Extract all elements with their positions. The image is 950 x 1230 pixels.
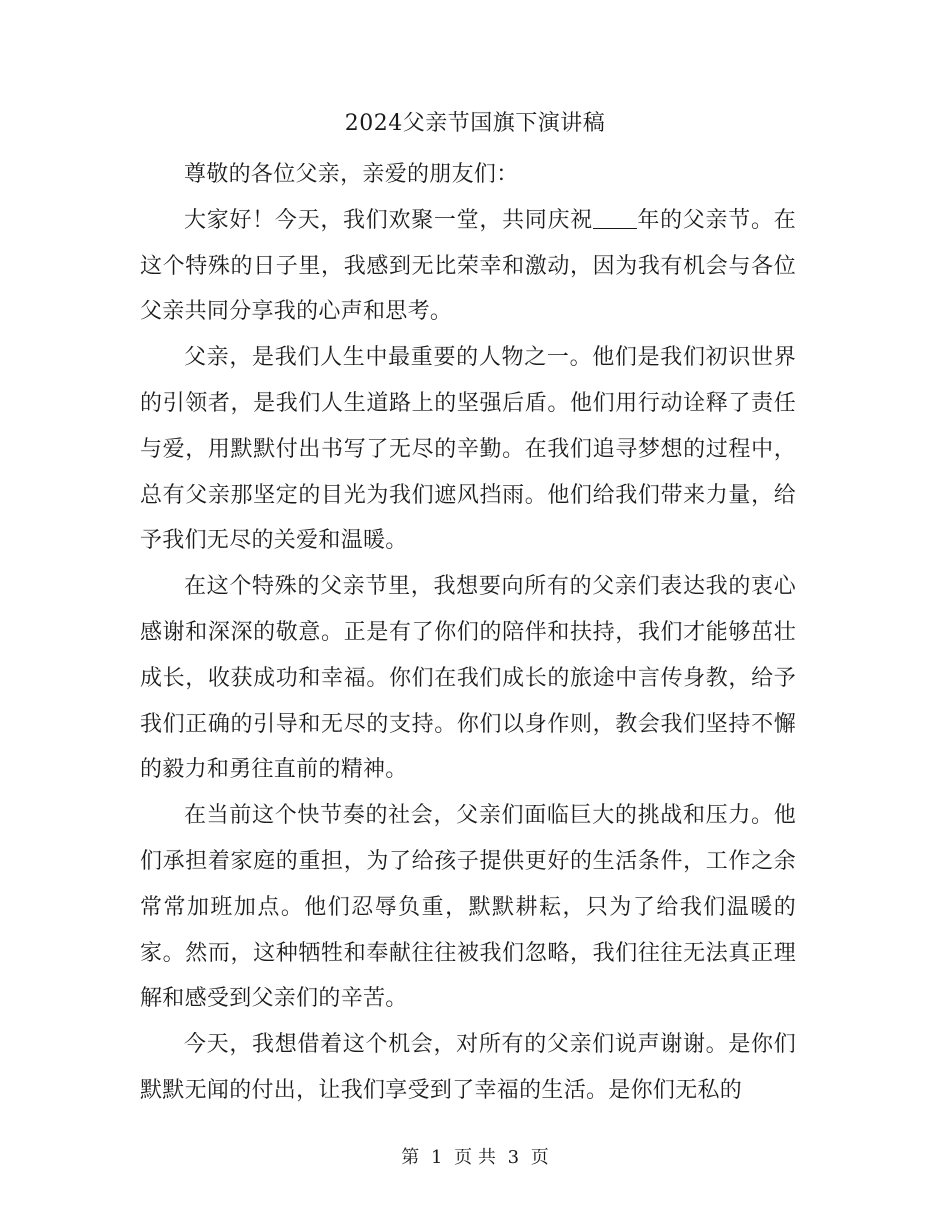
salutation: 尊敬的各位父亲，亲爱的朋友们： xyxy=(184,162,519,187)
footer-suffix: 页 xyxy=(530,1147,549,1168)
paragraph-2: 父亲，是我们人生中最重要的人物之一。他们是我们初识世界的引领者，是我们人生道路上的坚强后盾。他们用行动诠释了责任与爱，用默默付出书写了无尽的辛勤。在我们追寻梦想的过程中，总有父亲那坚定的目光为我们遮风挡雨。他们给我们带来力量，给予我们无尽的关爱和温暖。 xyxy=(140,345,796,554)
paragraph-1 xyxy=(140,198,796,335)
document-body xyxy=(140,152,796,1114)
page-footer xyxy=(0,1146,950,1170)
document-title: 2024父亲节国旗下演讲稿 xyxy=(344,111,606,136)
paragraph-1-end: 年的父亲节。在这个特殊的日子里，我感到无比荣幸和激动，因为我有机会与各位父亲共同分享我的心声和思考。 xyxy=(140,207,796,325)
paragraph-4: 在当前这个快节奏的社会，父亲们面临巨大的挑战和压力。他们承担着家庭的重担，为了给孩子提供更好的生活条件，工作之余常常加班加点。他们忍辱负重，默默耕耘，只为了给我们温暖的家。然而，这种牺牲和奉献往往被我们忽略，我们往往无法真正理解和感受到父亲们的辛苦。 xyxy=(140,803,796,1012)
footer-prefix: 第 xyxy=(401,1147,420,1168)
paragraph-1-start: 大家好！今天，我们欢聚一堂，共同庆祝 xyxy=(184,207,593,233)
total-pages-number: 3 xyxy=(507,1147,520,1168)
paragraph-3: 在这个特殊的父亲节里，我想要向所有的父亲们表达我的衷心感谢和深深的敬意。正是有了你们的陪伴和扶持，我们才能够茁壮成长，收获成功和幸福。你们在我们成长的旅途中言传身教，给予我们正确的引导和无尽的支持。你们以身作则，教会我们坚持不懈的毅力和勇往直前的精神。 xyxy=(140,574,796,783)
fill-in-blank xyxy=(593,206,637,229)
paragraph-5: 今天，我想借着这个机会，对所有的父亲们说声谢谢。是你们默默无闻的付出，让我们享受到了幸福的生活。是你们无私的 xyxy=(140,1032,796,1103)
footer-middle: 页 共 xyxy=(454,1147,496,1168)
current-page-number: 1 xyxy=(430,1147,443,1168)
